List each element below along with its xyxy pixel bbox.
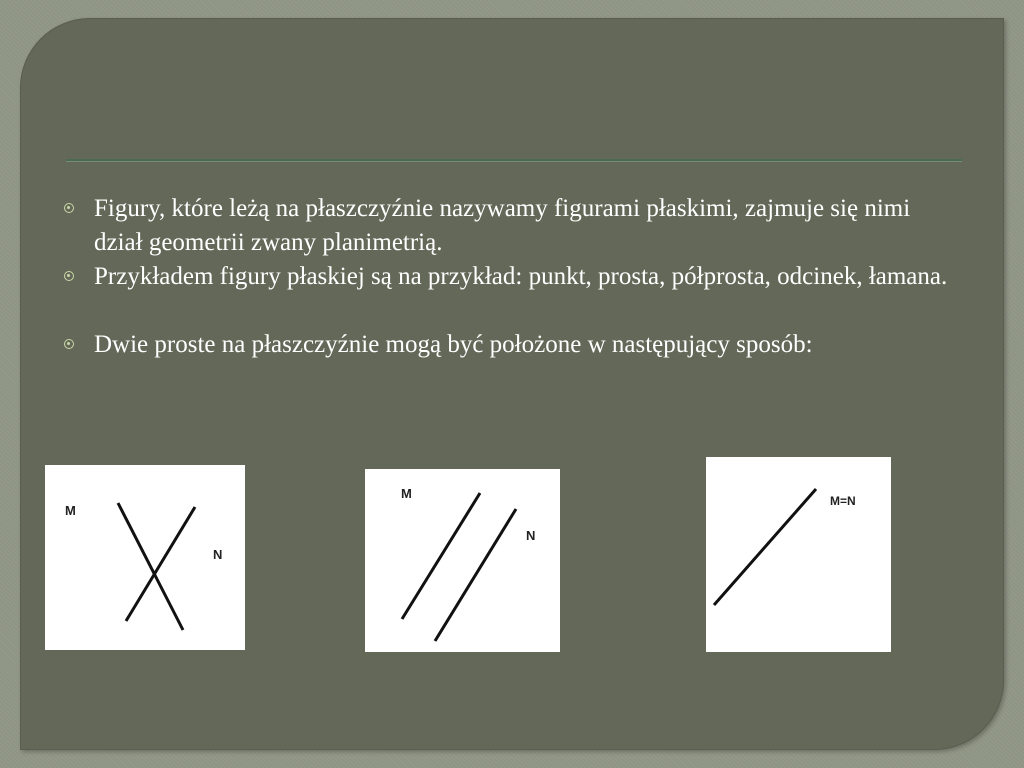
line-m — [118, 503, 183, 630]
line-mn — [714, 489, 816, 605]
coincident-lines-drawing — [706, 457, 891, 652]
bullet-text: Figury, które leżą na płaszczyźnie nazywamy figurami płaskimi, zajmuje się nimi dział geometrii zwany planimetrią. — [94, 195, 911, 256]
line-n — [435, 509, 516, 641]
label-m-equals-n: M=N — [830, 494, 856, 508]
bullet-text: Przykładem figury płaskiej są na przykład: punkt, prosta, półprosta, odcinek, łamana. — [94, 263, 948, 290]
line-n — [126, 507, 195, 621]
title-divider — [66, 159, 962, 161]
figure-intersecting-lines — [45, 465, 245, 650]
bullet-icon — [64, 339, 74, 349]
bullet-icon — [64, 271, 74, 281]
parallel-lines-drawing — [365, 469, 560, 652]
bullet-item-3 — [62, 328, 962, 362]
bullet-text: Dwie proste na płaszczyźnie mogą być położone w następujący sposób: — [94, 331, 813, 358]
label-m: M — [65, 503, 76, 518]
bullet-item-1 — [62, 192, 962, 260]
figure-coincident-lines — [706, 457, 891, 652]
bullet-item-2 — [62, 260, 962, 294]
bullet-icon — [64, 203, 74, 213]
label-n: N — [526, 528, 536, 543]
figure-parallel-lines — [365, 469, 560, 652]
bullet-list — [62, 192, 962, 362]
line-m — [402, 493, 480, 619]
label-n: N — [213, 547, 223, 562]
label-m: M — [401, 486, 412, 501]
